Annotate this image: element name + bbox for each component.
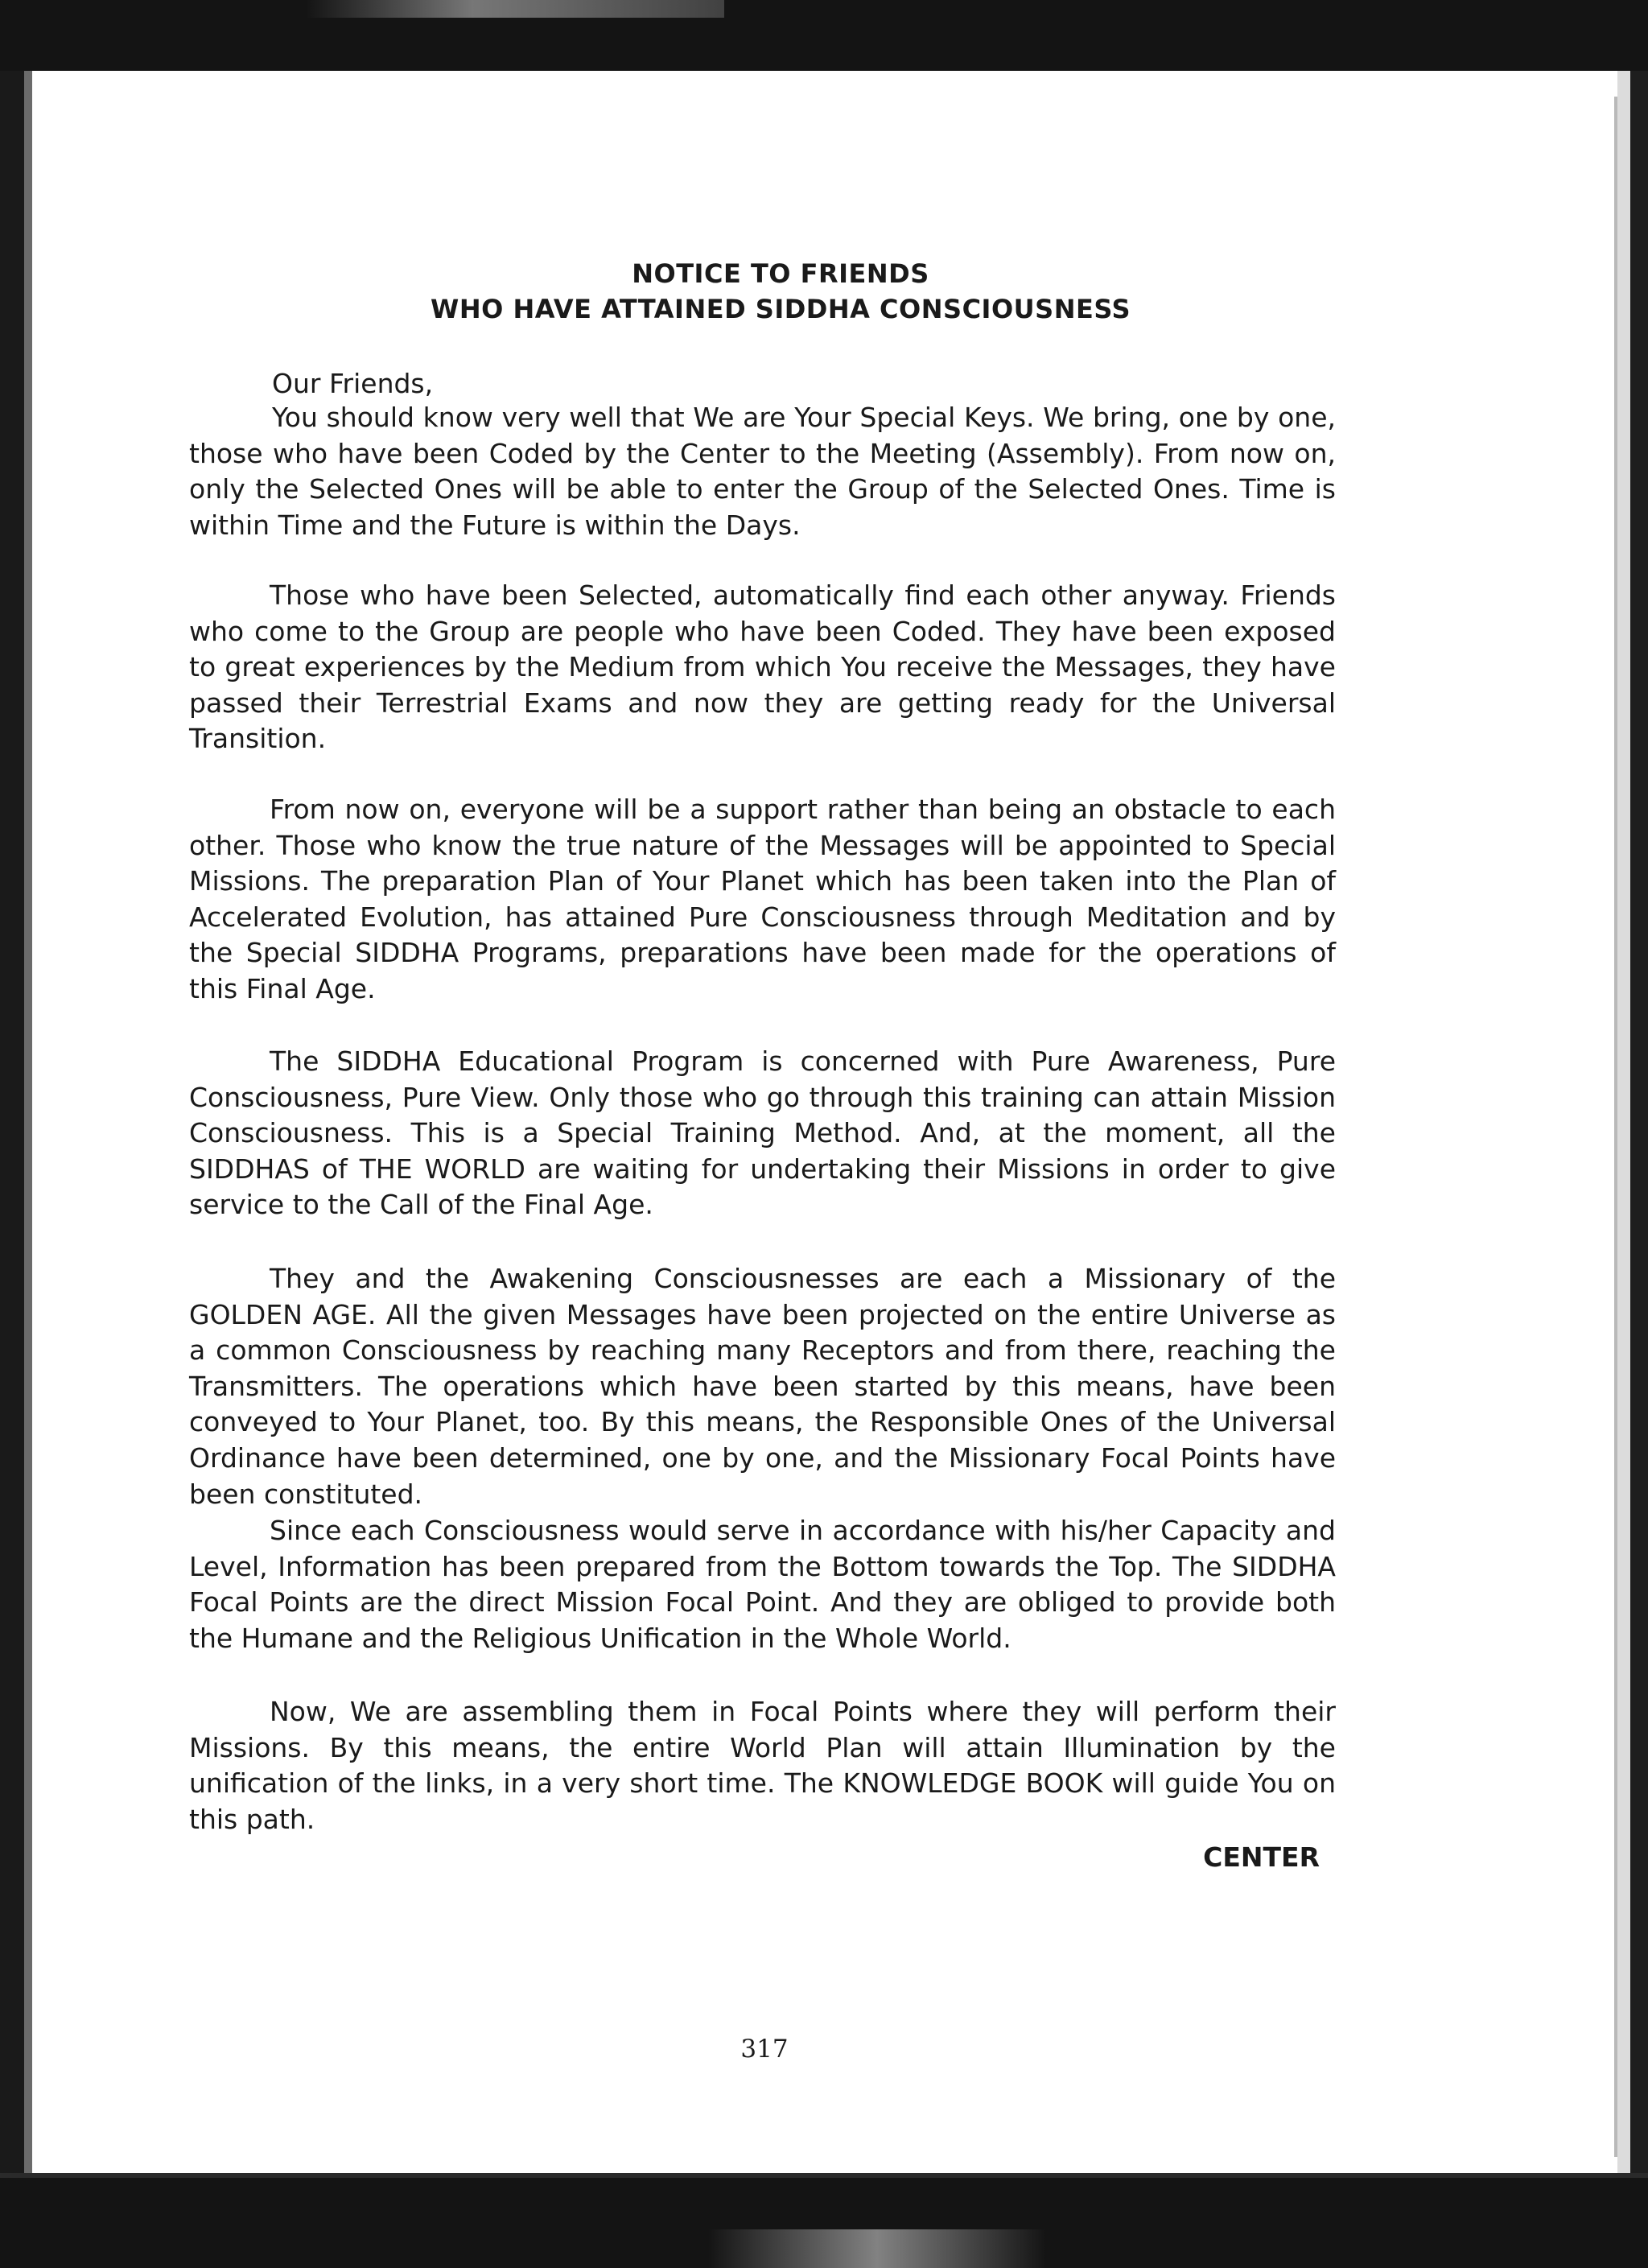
paragraph-5: They and the Awakening Consciousnesses are each a Missionary of the GOLDEN AGE. All the given Messages have been projected on the entire Universe as a common Consciousness by reaching many Receptors and from there, reaching the Transmitters. The operations which have been started by this means, have been conveyed to Your Planet, too. By this means, the Responsible Ones of the Universal Ordinance have been determined, one by one, and the Missionary Focal Points have been constituted. xyxy=(189,1263,1336,1510)
document-title-line-1: NOTICE TO FRIENDS xyxy=(632,258,929,289)
signature: CENTER xyxy=(1203,1841,1320,1873)
page-number: 317 xyxy=(740,2035,789,2064)
paragraph-4: The SIDDHA Educational Program is concerned with Pure Awareness, Pure Consciousness, Pure View. Only those who go through this training can attain Mission Consciousness. This is a Special Training Method. And, at the moment, all the SIDDHAS of THE WORLD are waiting for undertaking their Missions in order to give service to the Call of the Final Age. xyxy=(189,1045,1336,1221)
paragraph-3: From now on, everyone will be a support rather than being an obstacle to each other. Those who know the true nature of the Messages will be appointed to Special Missions. The preparation Plan of Your Planet which has been taken into the Plan of Accelerated Evolution, has attained Pure Consciousness through Meditation and by the Special SIDDHA Programs, preparations have been made for the operations of this Final Age. xyxy=(189,794,1336,1004)
paragraph-6: Since each Consciousness would serve in accordance with his/her Capacity and Level, Information has been prepared from the Bottom towards the Top. The SIDDHA Focal Points are the direct Mission Focal Point. And they are obliged to provide both the Humane and the Religious Unification in the Whole World. xyxy=(189,1515,1336,1654)
paragraph-1: You should know very well that We are Your Special Keys. We bring, one by one, those who have been Coded by the Center to the Meeting (Assembly). From now on, only the Selected Ones will be able to enter the Group of the Selected Ones. Time is within Time and the Future is within the Days. xyxy=(189,402,1336,541)
document-title-line-2: WHO HAVE ATTAINED SIDDHA CONSCIOUSNESS xyxy=(431,294,1131,324)
paragraph-2: Those who have been Selected, automatically find each other anyway. Friends who come to the Group are people who have been Coded. They have been exposed to great experiences by the Medium from which You receive the Messages, they have passed their Terrestrial Exams and now they are getting ready for the Universal Transition. xyxy=(189,579,1336,755)
paragraph-7: Now, We are assembling them in Focal Points where they will perform their Missions. By this means, the entire World Plan will attain Illumination by the unification of the links, in a very short time. The KNOWLEDGE BOOK will guide You on this path. xyxy=(189,1696,1336,1835)
salutation: Our Friends, xyxy=(272,368,434,399)
